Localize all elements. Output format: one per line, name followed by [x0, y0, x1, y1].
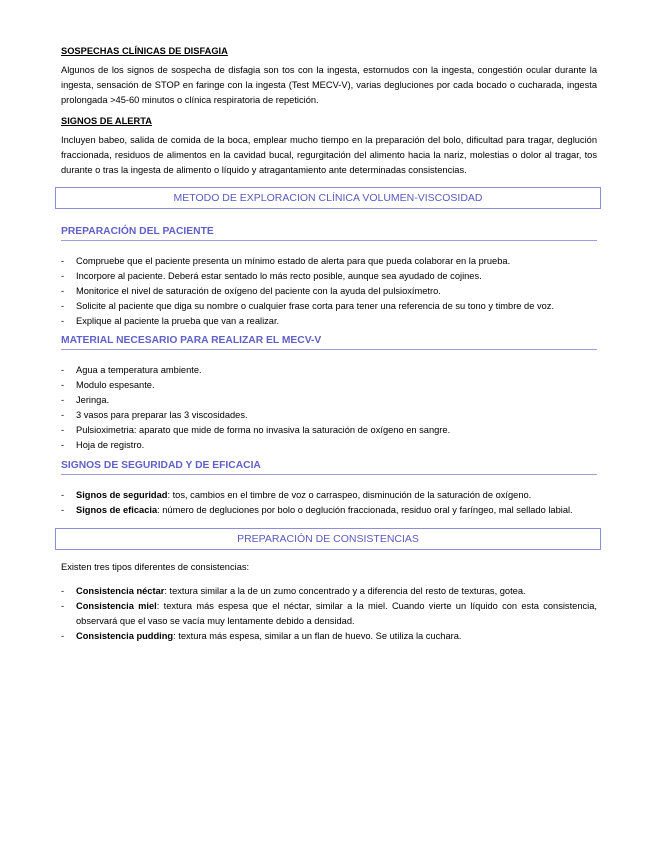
list-item: - Explique al paciente la prueba que van a realizar.: [61, 314, 597, 329]
term-text: : textura más espesa que el néctar, similar a la miel. Cuando vierte un líquido con esta consistencia, observará que el vaso se vacía muy lentamente debido a densidad.: [76, 601, 597, 626]
list-item: - Modulo espesante.: [61, 378, 597, 393]
list-item: - Compruebe que el paciente presenta un mínimo estado de alerta para que pueda colaborar en la prueba.: [61, 254, 597, 269]
sospechas-text: Algunos de los signos de sospecha de disfagia son tos con la ingesta, estornudos con la ingesta, congestión ocular durante la ingesta, sensación de STOP en faringe con la ingesta (Test MECV-V), varias degluciones por cada bocado o cucharada, ingesta prolongada >45-60 minutos o clínica respiratoria de repetición.: [61, 65, 597, 105]
alerta-text: Incluyen babeo, salida de comida de la boca, emplear mucho tiempo en la preparación del bolo, dificultad para tragar, deglución fraccionada, residuos de alimentos en la cavidad bucal, regurgitación del alimento hacia la nariz, molestias o dolor al tragar, tos durante o tras la ingesta de alimento o líquido y atragantamiento ante determinadas consistencias.: [61, 135, 597, 175]
document-page: [61, 44, 597, 644]
list-item: - Hoja de registro.: [61, 438, 597, 453]
term-label: Consistencia néctar: [76, 586, 165, 596]
list-item: - Pulsioximetria: aparato que mide de forma no invasiva la saturación de oxígeno en sangre.: [61, 423, 597, 438]
list-item: - Incorpore al paciente. Deberá estar sentado lo más recto posible, aunque sea ayudado de cojines.: [61, 269, 597, 284]
term-text: : número de degluciones por bolo o deglución fraccionada, residuo oral y faríngeo, mal sellado labial.: [157, 505, 573, 515]
term-label: Signos de seguridad: [76, 490, 168, 500]
list-item: [61, 599, 597, 629]
sospechas-title: SOSPECHAS CLÍNICAS DE DISFAGIA: [61, 46, 228, 56]
consistencias-title-box: PREPARACIÓN DE CONSISTENCIAS: [55, 528, 601, 550]
list-item: - 3 vasos para preparar las 3 viscosidades.: [61, 408, 597, 423]
preparacion-list: [61, 254, 597, 329]
signos-list: [61, 488, 597, 518]
list-item: - Solicite al paciente que diga su nombre o cualquier frase corta para tener una referencia de su tono y timbre de voz.: [61, 299, 597, 314]
term-label: Signos de eficacia: [76, 505, 158, 515]
signos-heading: SIGNOS DE SEGURIDAD Y DE EFICACIA: [61, 459, 597, 475]
alerta-title: SIGNOS DE ALERTA: [61, 116, 152, 126]
term-label: Consistencia pudding: [76, 631, 174, 641]
list-item: [61, 629, 597, 644]
material-list: [61, 363, 597, 453]
consistencias-list: [61, 584, 597, 644]
list-item: [61, 488, 597, 503]
term-label: Consistencia miel: [76, 601, 157, 611]
list-item: - Agua a temperatura ambiente.: [61, 363, 597, 378]
metodo-title-box: METODO DE EXPLORACION CLÍNICA VOLUMEN-VISCOSIDAD: [55, 187, 601, 209]
list-item: [61, 503, 597, 518]
consistencias-intro: Existen tres tipos diferentes de consistencias:: [61, 562, 250, 572]
term-text: : textura más espesa, similar a un flan de huevo. Se utiliza la cuchara.: [173, 631, 462, 641]
list-item: - Jeringa.: [61, 393, 597, 408]
list-item: [61, 584, 597, 599]
term-text: : textura similar a la de un zumo concentrado y a diferencia del resto de texturas, gotea.: [164, 586, 526, 596]
list-item: - Monitorice el nivel de saturación de oxígeno del paciente con la ayuda del pulsioxímetro.: [61, 284, 597, 299]
preparacion-heading: PREPARACIÓN DEL PACIENTE: [61, 225, 597, 241]
term-text: : tos, cambios en el timbre de voz o carraspeo, disminución de la saturación de oxígeno.: [167, 490, 532, 500]
material-heading: MATERIAL NECESARIO PARA REALIZAR EL MECV-V: [61, 334, 597, 350]
